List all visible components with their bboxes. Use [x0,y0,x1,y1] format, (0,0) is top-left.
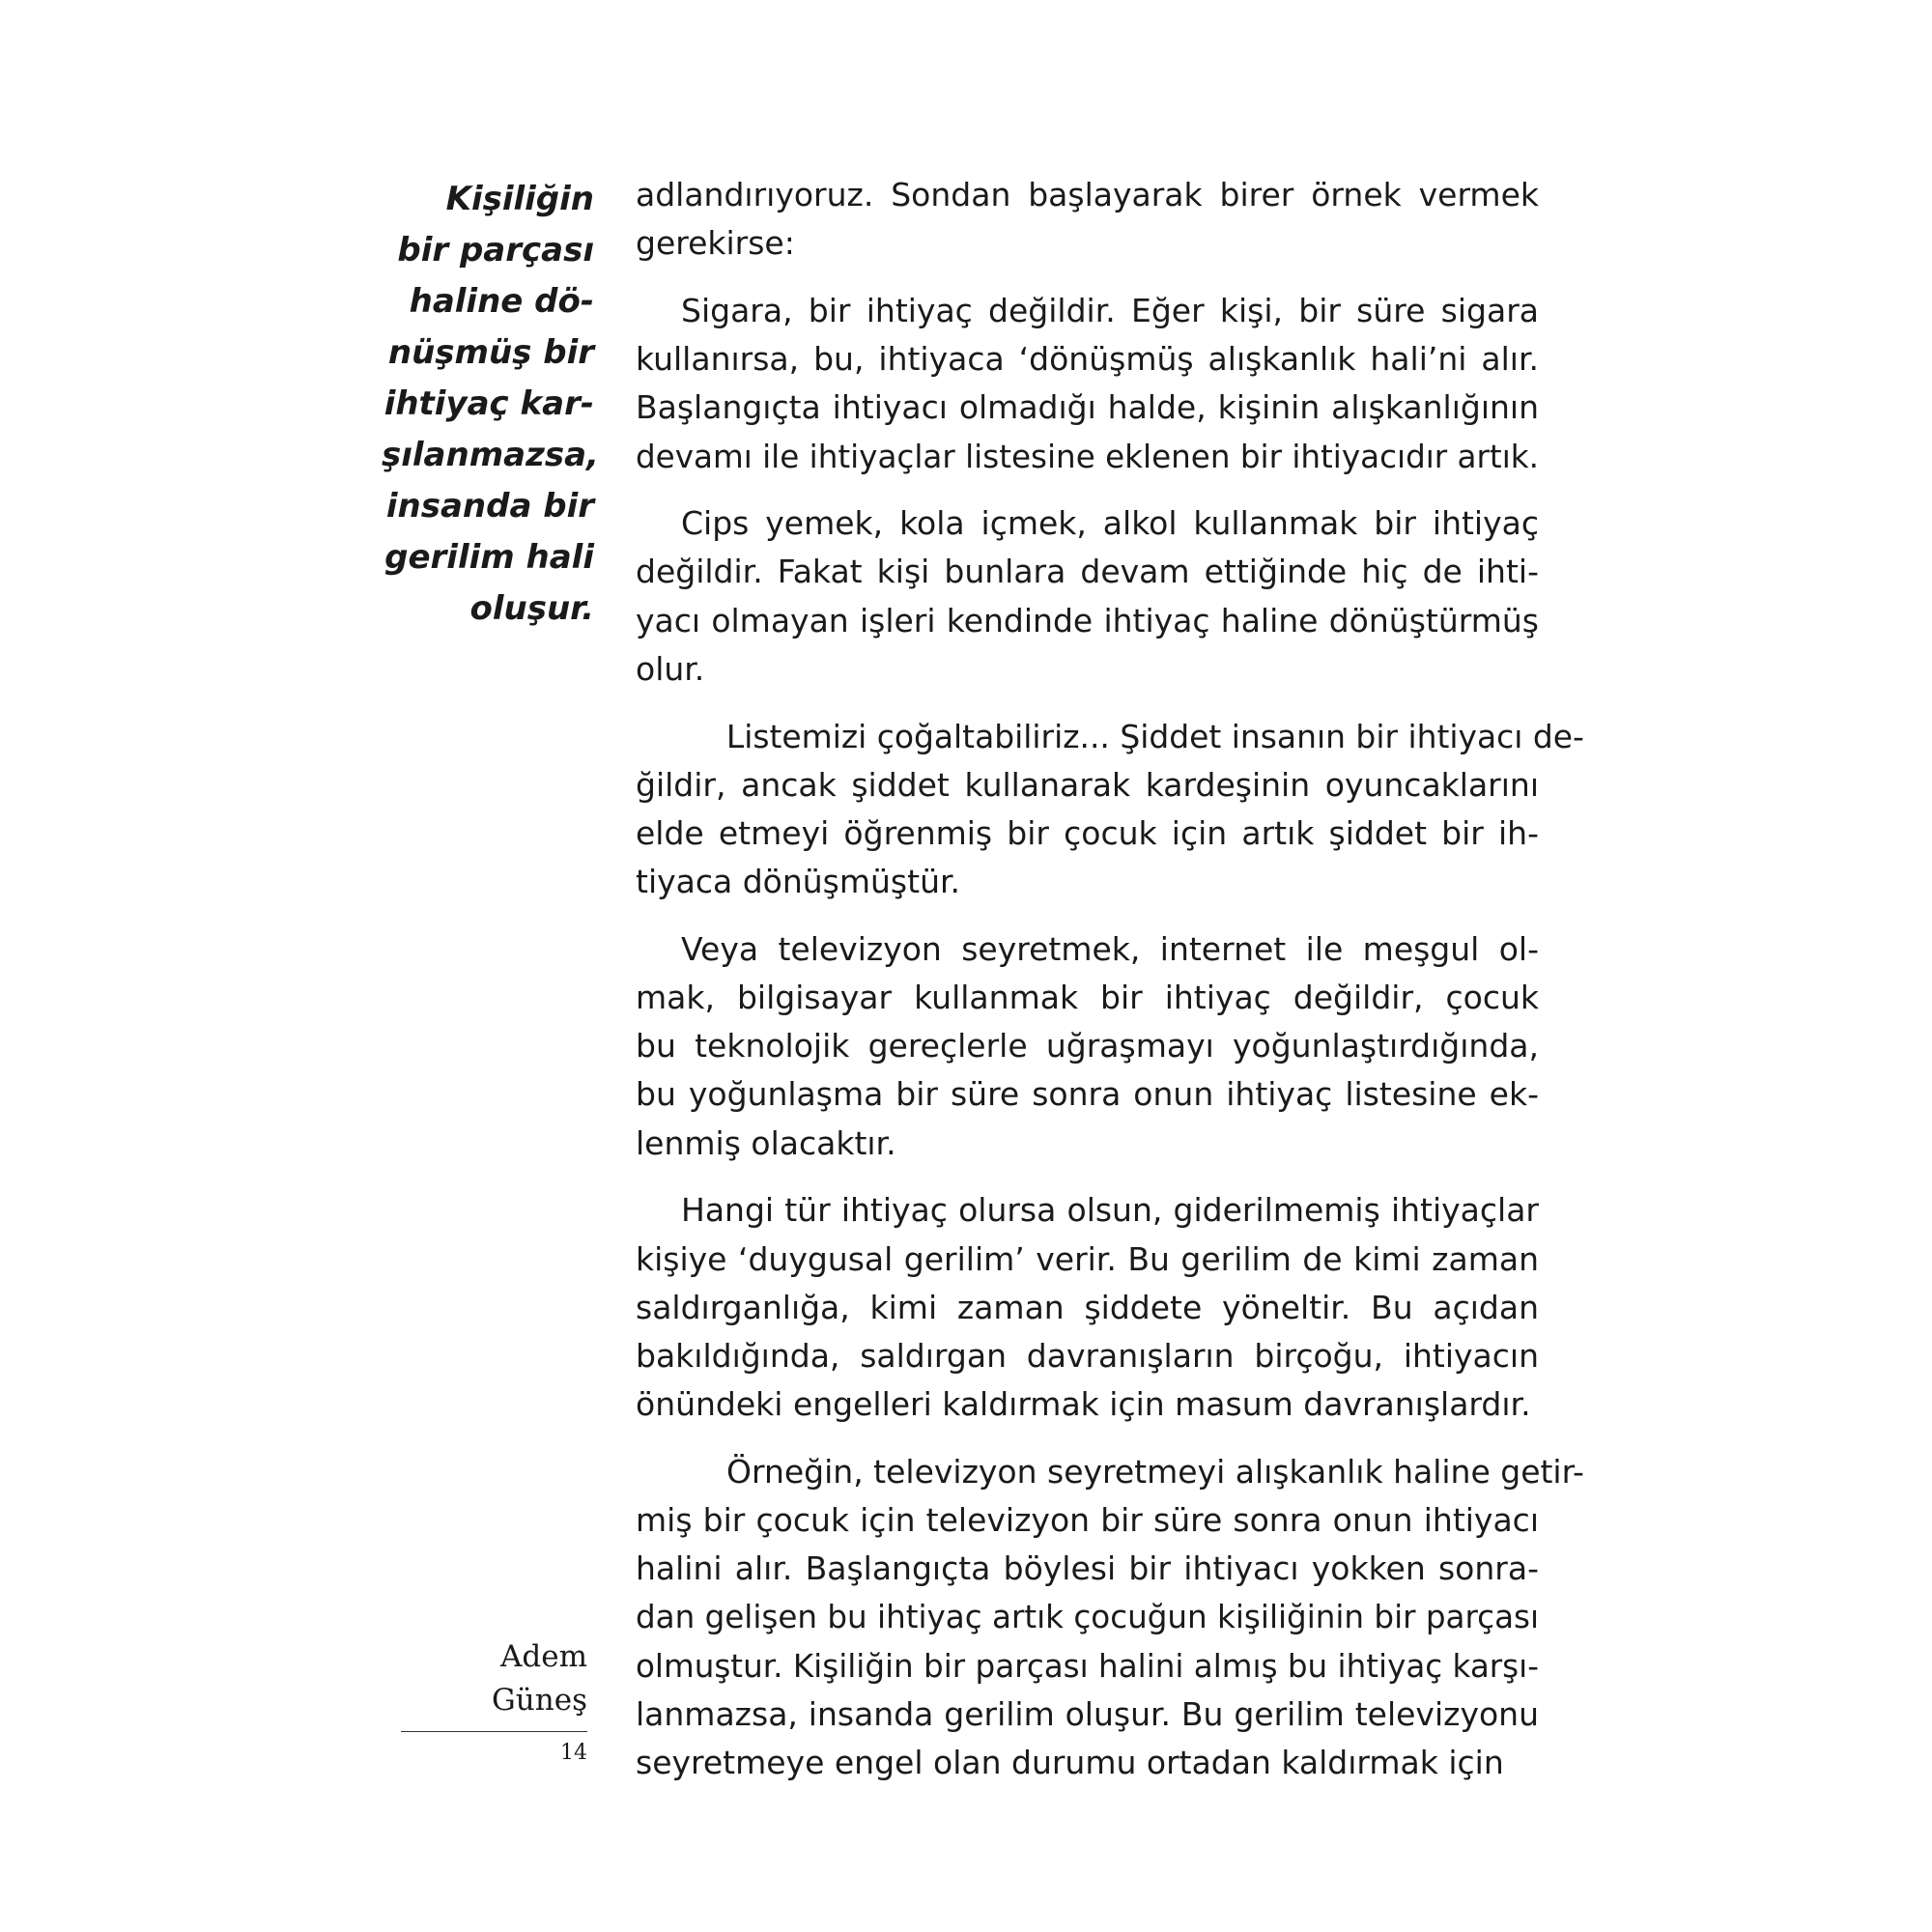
paragraph [636,287,1539,481]
text-line: elde etmeyi öğrenmiş bir çocuk için artık şiddet bir ih- [636,813,1539,852]
text-line: lanmazsa, insanda gerilim oluşur. Bu gerilim televizyonu [636,1694,1539,1733]
text-line: olur. [636,649,705,688]
pull-quote [382,174,599,635]
author-first-name: Adem [500,1639,587,1674]
pull-quote-line: nüşmüş bir [387,333,594,372]
text-line: adlandırıyoruz. Sondan başlayarak birer örnek vermek [636,176,1539,213]
text-line: tiyaca dönüşmüştür. [636,863,961,901]
text-line: saldırganlığa, kimi zaman şiddete yöneltir. Bu açıdan [636,1288,1539,1326]
text-line: yacı olmayan işleri kendinde ihtiyaç haline dönüştürmüş [636,601,1539,639]
footer-divider [401,1731,587,1732]
paragraph [636,171,1539,268]
paragraph [636,499,1539,694]
text-line: devamı ile ihtiyaçlar listesine eklenen bir ihtiyacıdır artık. [636,437,1539,475]
text-line: bakıldığında, saldırgan davranışların birçoğu, ihtiyacın [636,1336,1539,1375]
text-line: seyretmeye engel olan durumu ortadan kaldırmak için [636,1744,1504,1782]
text-line: Cips yemek, kola içmek, alkol kullanmak bir ihtiyaç [681,504,1539,543]
text-line: önündeki engelleri kaldırmak için masum davranışlardır. [636,1385,1531,1424]
text-line: Hangi tür ihtiyaç olursa olsun, giderilmemiş ihtiyaçlar [681,1191,1539,1230]
text-line: Başlangıçta ihtiyacı olmadığı halde, kişinin alışkanlığının [636,388,1539,427]
text-line: Örneğin, televizyon seyretmeyi alışkanlık haline getir- [725,1452,1584,1491]
text-line: olmuştur. Kişiliğin bir parçası halini almış bu ihtiyaç karşı- [636,1646,1539,1685]
pull-quote-line: Kişiliğin [445,180,594,218]
text-line: bu teknolojik gereçlerle uğraşmayı yoğunlaştırdığında, [636,1027,1539,1065]
author-name [492,1635,587,1722]
text-line: ğildir, ancak şiddet kullanarak kardeşinin oyuncaklarını [636,765,1539,804]
text-line: değildir. Fakat kişi bunlara devam ettiğinde hiç de ihti- [636,553,1539,591]
pull-quote-line: haline dö- [409,282,594,321]
pull-quote-line: oluşur. [469,589,594,628]
author-last-name: Güneş [492,1683,587,1718]
text-line: Veya televizyon seyretmek, internet ile meşgul ol- [681,929,1539,968]
paragraph [636,1186,1539,1429]
text-line: Sigara, bir ihtiyaç değildir. Eğer kişi, bir süre sigara [681,291,1539,329]
text-line: halini alır. Başlangıçta böylesi bir ihtiyacı yokken sonra- [636,1549,1539,1588]
text-line: kişiye ‘duygusal gerilim’ verir. Bu gerilim de kimi zaman [636,1239,1539,1278]
pull-quote-line: şılanmazsa, [382,436,599,474]
pull-quote-line: ihtiyaç kar- [384,384,594,423]
page-number: 14 [560,1741,587,1765]
pull-quote-line: gerilim hali [384,538,594,577]
text-line: bu yoğunlaşma bir süre sonra onun ihtiyaç listesine ek- [636,1075,1539,1114]
body-text [636,171,1584,1806]
text-line: dan gelişen bu ihtiyaç artık çocuğun kişiliğinin bir parçası [636,1598,1540,1636]
pull-quote-line: bir parçası [397,231,594,270]
paragraph [636,713,1584,907]
text-line: lenmiş olacaktır. [636,1123,896,1162]
paragraph [636,1448,1584,1787]
text-line: mak, bilgisayar kullanmak bir ihtiyaç değildir, çocuk [636,979,1539,1017]
paragraph [636,925,1539,1168]
text-line: Listemizi çoğaltabiliriz... Şiddet insanın bir ihtiyacı de- [725,717,1584,755]
pull-quote-line: insanda bir [385,487,594,526]
text-line: kullanırsa, bu, ihtiyaca ‘dönüşmüş alışkanlık hali’ni alır. [636,340,1539,379]
text-line: miş bir çocuk için televizyon bir süre sonra onun ihtiyacı [636,1501,1539,1540]
text-line: gerekirse: [636,224,795,263]
